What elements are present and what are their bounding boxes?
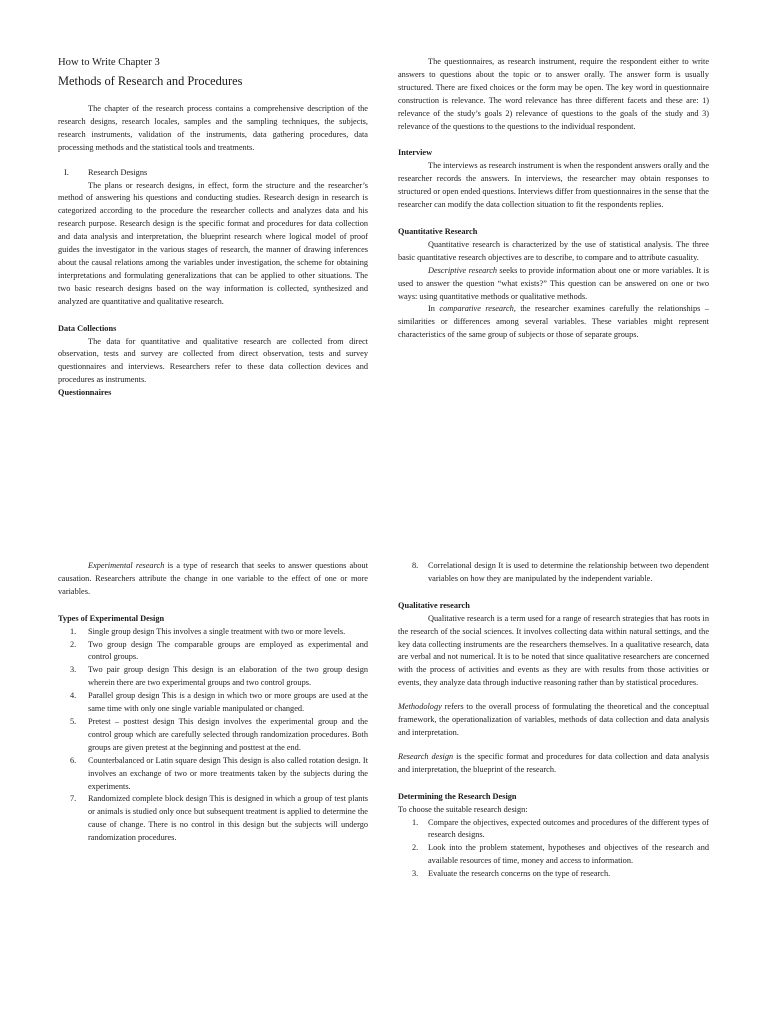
- page1-left-column: [58, 56, 368, 400]
- correlational-design-list: [398, 560, 709, 586]
- list-item: 5. Pretest – posttest design This design involves the experimental group and the control group which are carefully selected through randomization procedures. Both groups are given pretest at the beginning and posttest at the end.: [70, 716, 368, 752]
- descriptive-research-paragraph: Descriptive research seeks to provide information about one or more variables. It is used to answer the question “what exists?” This question can be answered on one or two ways: using quantitative methods or qualitative methods.: [398, 265, 709, 301]
- page2-left-column: [58, 560, 368, 845]
- research-designs-paragraph: The plans or research designs, in effect, form the structure and the researcher’s method of answering his questions and conducting studies. Research design in research is categorized according to the procedure the researcher collects and analyzes data and his research purpose. Research design is the specific format and procedures for data collection and data analysis and interpretation, the blueprint research where logical model of proof guides the investigator in the various stages of research, the manner of drawing inferences about the causal relations among the variables under investigation, the scheme for obtaining interpretations and formulating generalizations that can be applied to other situations. The two basic research designs based on the way information is collected, synthesized and analyzed are quantitative and qualitative research.: [58, 180, 368, 306]
- doc-subtitle: Methods of Research and Procedures: [58, 74, 243, 88]
- experimental-research-paragraph: Experimental research is a type of research that seeks to answer questions about causation. Researchers attribute the change in one variable to the effect of one or more variables.: [58, 561, 368, 596]
- list-item: 6. Counterbalanced or Latin square design This design is also called rotation design. It involves an exchange of two or more treatments taken by the subjects during the experiments.: [70, 755, 368, 791]
- list-item: 3. Two pair group design This design is an elaboration of the two group design wherein there are two experimental groups and two control groups.: [70, 665, 368, 688]
- list-item: 2. Look into the problem statement, hypotheses and objectives of the research and available resources of time, money and access to information.: [412, 843, 709, 866]
- section-title: Research Designs: [88, 167, 148, 177]
- descriptive-research-term: Descriptive research: [428, 265, 498, 275]
- doc-title: How to Write Chapter 3: [58, 57, 160, 68]
- page2-right-column: [398, 560, 709, 881]
- qualitative-paragraph: Qualitative research is a term used for a range of research strategies that has roots in the research of the social sciences. It involves collecting data within natural settings, and the key data collecting instruments are the researchers themselves. In a qualitative research, data are verbal and not numerical. It is to be noted that since qualitative researchers are concerned with the process of activities and events as they are with results from those activities or events, they analyze data through inductive reasoning rather than by statistical procedures.: [398, 613, 709, 688]
- determining-list: [398, 817, 709, 882]
- determining-intro: To choose the suitable research design:: [398, 804, 528, 814]
- research-design-term: Research design: [398, 751, 454, 761]
- experimental-research-term: Experimental research: [88, 561, 165, 570]
- list-item: 1. Compare the objectives, expected outcomes and procedures of the different types of research designs.: [412, 817, 709, 840]
- page1-right-column: [398, 56, 709, 342]
- methodology-paragraph: Methodology refers to the overall process of formulating the theoretical and the conceptual framework, the operationalization of variables, methods of data collection and data analysis and interpretation.: [398, 702, 709, 737]
- list-item: 8. Correlational design It is used to determine the relationship between two dependent variables on how they are manipulated by the independent variable.: [412, 561, 709, 583]
- determining-heading: Determining the Research Design: [398, 791, 517, 801]
- quantitative-heading: Quantitative Research: [398, 226, 478, 236]
- list-item: 4. Parallel group design This is a design in which two or more groups are used at the same time with only one single variable manipulated or changed.: [70, 691, 368, 714]
- methodology-term: Methodology: [398, 702, 442, 712]
- data-collections-paragraph: The data for quantitative and qualitative research are collected from direct observation, tests and survey are collected from direct observation, tests and survey questionnaires and interviews. Researchers refer to these data collection devices and procedures as instruments.: [58, 336, 368, 385]
- comparative-research-term: comparative research,: [439, 304, 516, 314]
- section-heading: [58, 167, 368, 180]
- qualitative-heading: Qualitative research: [398, 600, 470, 610]
- comparative-research-paragraph: In comparative research, the researcher examines carefully the relationships – similarities or differences among several variables. These variables might represent characteristics of the same group of subjects or those of separate groups.: [398, 304, 709, 340]
- experimental-design-list: [58, 626, 368, 845]
- interview-heading: Interview: [398, 148, 433, 158]
- list-item: 2. Two group design The comparable groups are employed as experimental and control groups.: [70, 639, 368, 662]
- data-collections-heading: Data Collections: [58, 323, 117, 333]
- questionnaires-paragraph: The questionnaires, as research instrument, require the respondent either to write answers to questions about the topic or to answer orally. The answer form is usually structured. There are fixed choices or the form may be open. The key word in questionnaire construction is relevance. The word relevance has three different facets and these are: 1) relevance of the study’s goals 2) relevance of questions to the goals of the study and 3) relevance of the questions to the questions to the individual respondent.: [398, 57, 709, 131]
- list-item: 7. Randomized complete block design This is designed in which a group of test plants or animals is studied only once but subsequent treatment is applied to determine the cause of change. There is no control in this design but the subjects will undergo randomization procedures.: [70, 794, 368, 843]
- list-item: 3. Evaluate the research concerns on the type of research.: [412, 869, 611, 879]
- research-design-paragraph: Research design is the specific format and procedures for data collection and data analysis and interpretation, the blueprint of the research.: [398, 751, 709, 774]
- list-item: 1. Single group design This involves a single treatment with two or more levels.: [70, 626, 346, 636]
- questionnaires-heading: Questionnaires: [58, 388, 112, 398]
- types-heading: Types of Experimental Design: [58, 613, 165, 623]
- intro-paragraph: The chapter of the research process contains a comprehensive description of the research designs, research locales, samples and the sampling techniques, the subjects, research instruments, validation of the instruments, data gathering procedures, data processing methods and the statistical tools and treatments.: [58, 104, 368, 152]
- interview-paragraph: The interviews as research instrument is when the respondent answers orally and the researcher records the answers. In interviews, the researcher may obtain responses to structured or open ended questions. Interviews differ from questionnaires in the sense that the researcher can modify the data collection situation to fit the respondents replies.: [398, 161, 709, 210]
- quantitative-paragraph-1: Quantitative research is characterized by the use of statistical analysis. The three basic quantitative research objectives are to describe, to compare and to attribute casuality.: [398, 239, 709, 262]
- section-number: I.: [64, 167, 69, 177]
